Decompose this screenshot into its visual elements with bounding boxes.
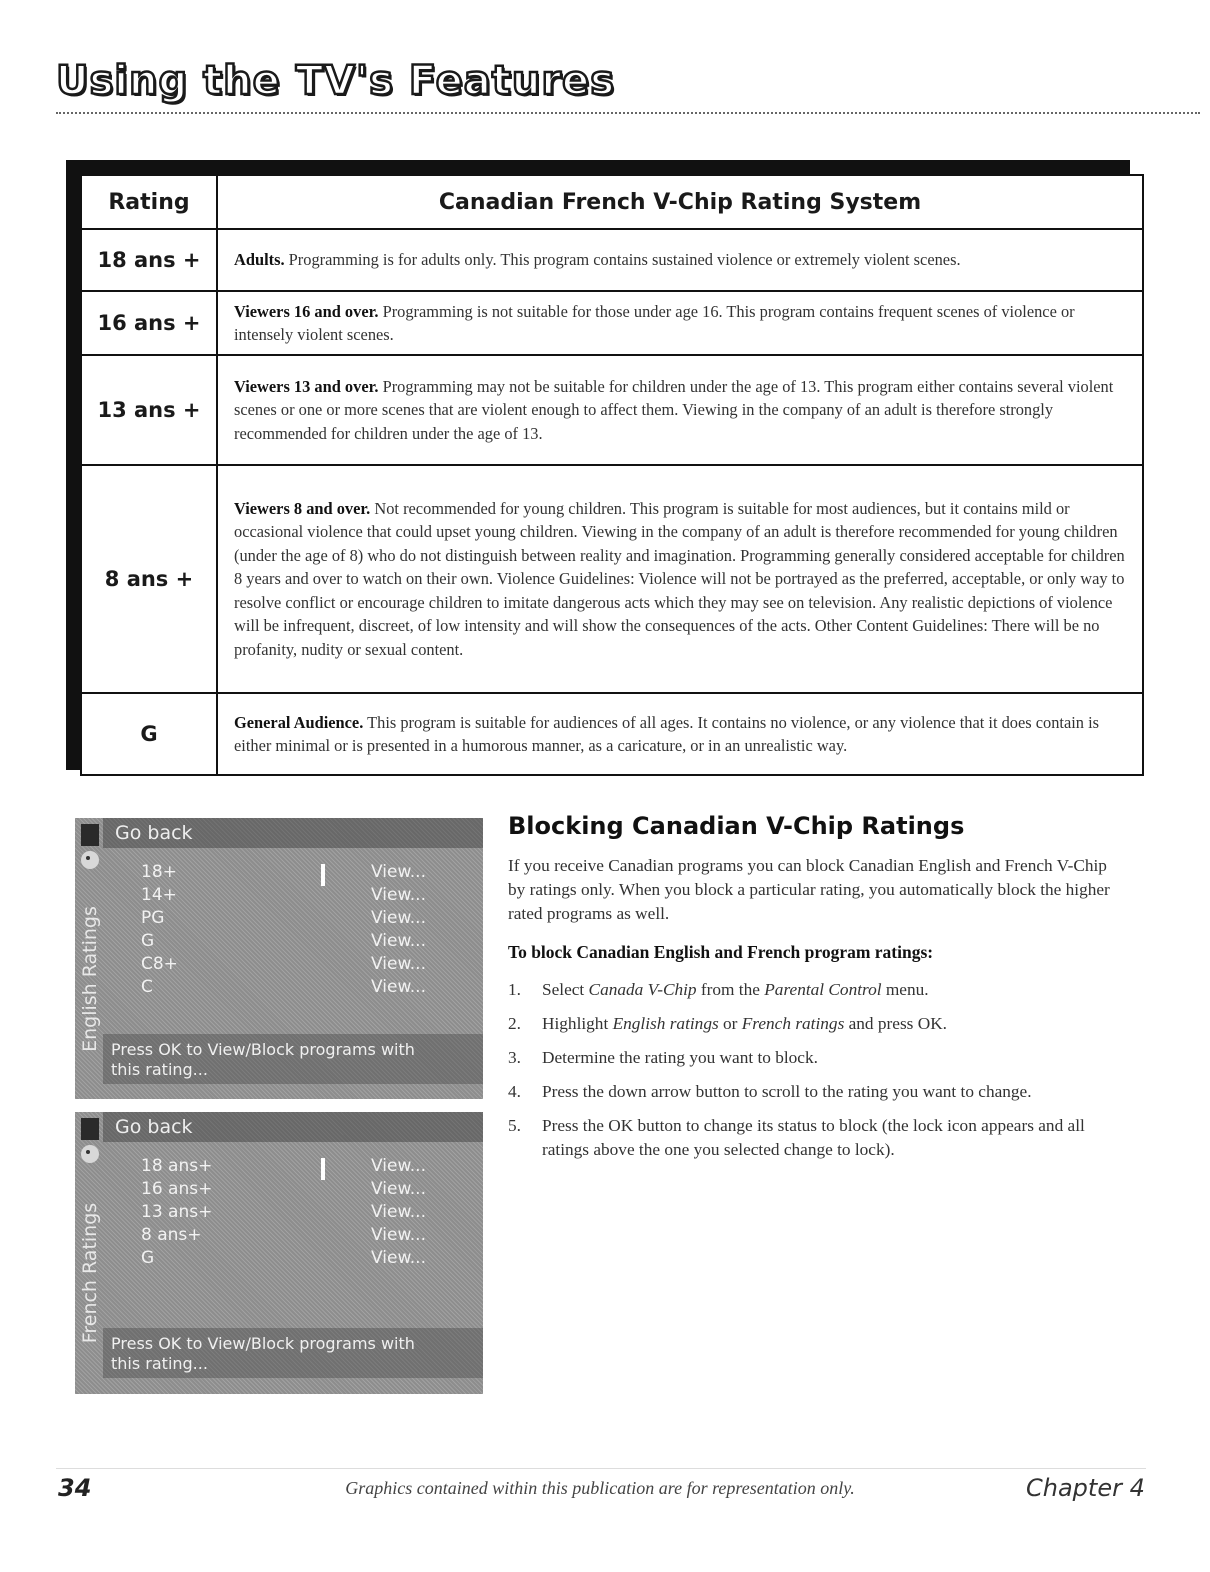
rating-value: 18 ans +	[81, 229, 217, 291]
view-option[interactable]: View...	[371, 1248, 426, 1268]
menu-row[interactable]	[75, 1248, 483, 1271]
rating-value: G	[81, 693, 217, 775]
rating-label: 13 ans+	[141, 1202, 213, 1222]
rating-text: Not recommended for young children. This program is suitable for most audiences, but it contains mild or occasional violence that could upset young children. Viewing in the company of an adult is therefore recommended for young children (under the age of 8) who do not distinguish between reality and imagination. Programming generally considered acceptable for children 8 years and over to watch on their own. Violence Guidelines: Violence will not be portrayed as the preferred, acceptable, or only way to resolve conflict or encourage children to imitate dangerous acts which they may see on television. Any realistic depictions of violence will be infrequent, discreet, of low intensity and will show the consequences of the acts. Other Content Guidelines: There will be no profanity, nudity or sexual content.	[234, 498, 1125, 659]
side-label: English Ratings	[79, 906, 101, 1052]
step-number: 2.	[508, 1014, 521, 1033]
menu-row[interactable]	[75, 885, 483, 908]
lock-cursor-icon	[321, 1158, 325, 1180]
view-option[interactable]: View...	[371, 885, 426, 905]
chapter-label: Chapter 4	[1026, 1474, 1145, 1502]
step-item	[508, 1080, 1128, 1104]
step-text: Press the OK button to change its status to block (the lock icon appears and all ratings above the one you selected change to lock).	[542, 1116, 1085, 1159]
step-item	[508, 1012, 1128, 1036]
menu-name: English ratings	[612, 1014, 719, 1033]
section-heading: Blocking Canadian V-Chip Ratings	[508, 812, 965, 840]
view-option[interactable]: View...	[371, 1202, 426, 1222]
table-row	[81, 465, 1143, 693]
view-option[interactable]: View...	[371, 1156, 426, 1176]
rating-text: Programming is for adults only. This program contains sustained violence or extremely violent scenes.	[288, 250, 961, 270]
page-number: 34	[58, 1474, 92, 1502]
step-text: Highlight	[542, 1014, 613, 1033]
rating-menu	[75, 862, 483, 1000]
step-text: menu.	[881, 980, 929, 999]
page-title: Using the TV's Features	[56, 58, 615, 104]
go-back-item[interactable]: Go back	[115, 822, 193, 844]
menu-row[interactable]	[75, 862, 483, 885]
step-text: Select	[542, 980, 589, 999]
rating-label: C	[141, 977, 153, 997]
rating-label: G	[141, 931, 155, 951]
rating-description	[217, 465, 1143, 693]
status-text: Press OK to View/Block programs with this rating...	[111, 1040, 415, 1079]
rating-label: 18+	[141, 862, 177, 882]
table-row	[81, 291, 1143, 355]
menu-row[interactable]	[75, 908, 483, 931]
rating-value: 13 ans +	[81, 355, 217, 465]
rating-label: 16 ans+	[141, 1179, 213, 1199]
rating-value: 8 ans +	[81, 465, 217, 693]
english-ratings-screen	[75, 818, 483, 1099]
menu-name: Canada V-Chip	[588, 980, 697, 999]
rating-text: Programming is not suitable for those under age 16. This program contains frequent scenes of violence or intensely violent scenes.	[234, 301, 1075, 344]
rating-description	[217, 229, 1143, 291]
rating-lead: Viewers 13 and over.	[234, 376, 379, 396]
column-header-system: Canadian French V-Chip Rating System	[217, 175, 1143, 229]
rating-description	[217, 355, 1143, 465]
menu-row[interactable]	[75, 1179, 483, 1202]
rating-lead: Adults.	[234, 250, 285, 270]
procedure-steps	[508, 978, 1128, 1172]
status-text: Press OK to View/Block programs with this rating...	[111, 1334, 415, 1373]
rating-label: C8+	[141, 954, 178, 974]
step-number: 4.	[508, 1082, 521, 1101]
procedure-heading: To block Canadian English and French program ratings:	[508, 942, 934, 962]
rating-menu	[75, 1156, 483, 1271]
view-option[interactable]: View...	[371, 954, 426, 974]
menu-row[interactable]	[75, 1225, 483, 1248]
rating-label: G	[141, 1248, 155, 1268]
rating-lead: General Audience.	[234, 712, 364, 732]
step-text: Determine the rating you want to block.	[542, 1048, 818, 1067]
menu-row[interactable]	[75, 977, 483, 1000]
rating-text: This program is suitable for audiences of all ages. It contains no violence, or any violence that it does contain is either minimal or is presented in a humorous manner, as a caricature, or in an unrealistic way.	[234, 712, 1100, 755]
rating-description	[217, 693, 1143, 775]
menu-name: French ratings	[741, 1014, 845, 1033]
lock-cursor-icon	[321, 864, 325, 886]
view-option[interactable]: View...	[371, 1179, 426, 1199]
rating-label: PG	[141, 908, 165, 928]
rating-lead: Viewers 8 and over.	[234, 498, 371, 518]
table-header-row	[81, 175, 1143, 229]
rating-table	[80, 174, 1144, 776]
menu-name: Parental Control	[764, 980, 882, 999]
step-text: Press the down arrow button to scroll to the rating you want to change.	[542, 1082, 1032, 1101]
column-header-rating: Rating	[81, 175, 217, 229]
view-option[interactable]: View...	[371, 931, 426, 951]
rating-value: 16 ans +	[81, 291, 217, 355]
table-row	[81, 355, 1143, 465]
footer-rule	[56, 1468, 1146, 1469]
step-item	[508, 1046, 1128, 1070]
view-option[interactable]: View...	[371, 977, 426, 997]
rating-label: 8 ans+	[141, 1225, 202, 1245]
menu-row[interactable]	[75, 931, 483, 954]
footer-note: Graphics contained within this publication are for representation only.	[345, 1478, 855, 1498]
menu-row[interactable]	[75, 1202, 483, 1225]
french-ratings-screen	[75, 1112, 483, 1394]
view-option[interactable]: View...	[371, 1225, 426, 1245]
step-item	[508, 978, 1128, 1002]
step-text: and press OK.	[844, 1014, 948, 1033]
menu-row[interactable]	[75, 1156, 483, 1179]
step-item	[508, 1114, 1128, 1162]
rating-lead: Viewers 16 and over.	[234, 301, 379, 321]
rating-label: 18 ans+	[141, 1156, 213, 1176]
view-option[interactable]: View...	[371, 908, 426, 928]
step-number: 5.	[508, 1116, 521, 1135]
table-row	[81, 693, 1143, 775]
step-number: 3.	[508, 1048, 521, 1067]
rating-description	[217, 291, 1143, 355]
rating-text: Programming may not be suitable for children under the age of 13. This program either contains several violent scenes or one or more scenes that are violent enough to affect them. Viewing in the company of an adult is therefore strongly recommended for children under the age of 13.	[234, 376, 1114, 443]
table-row	[81, 229, 1143, 291]
side-label: French Ratings	[79, 1202, 101, 1344]
view-option[interactable]: View...	[371, 862, 426, 882]
title-rule	[56, 112, 1200, 114]
step-text: from the	[696, 980, 765, 999]
intro-paragraph: If you receive Canadian programs you can block Canadian English and French V-Chip by ratings only. When you block a particular rating, you automatically block the higher rated programs as well.	[508, 856, 1110, 923]
menu-row[interactable]	[75, 954, 483, 977]
rating-label: 14+	[141, 885, 177, 905]
step-text: or	[718, 1014, 742, 1033]
step-number: 1.	[508, 980, 521, 999]
go-back-item[interactable]: Go back	[115, 1116, 193, 1138]
